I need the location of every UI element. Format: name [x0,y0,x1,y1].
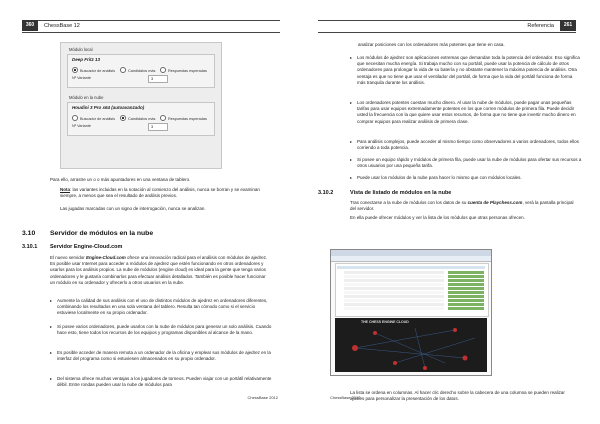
left-running-title: ChessBase 12 [44,23,80,29]
local-radio-replies[interactable]: Respuestas esperadas [160,67,207,73]
subsection-number: 3.10.1 [22,244,38,250]
cloud-radio-candidates[interactable]: Candidatos más [120,115,155,121]
right-footer: ChessBase 2012 [330,395,361,400]
cloud-engine-name: Houdini 3 Pro x64 (autoavanzado) [72,105,145,110]
paragraph-2: En ella puede ofrecer módulos y ver la lista de los módulos que otras personas ofrecen. [350,215,525,220]
bullet-item: ▸ Puede usar los módulos de la nube para hacer lo mismo que con módulos locales. [350,175,582,181]
local-engine-box [67,54,215,88]
cloud-engine-box [67,102,215,136]
bullet-item: ▸ Los ordenadores potentes cuestan mucho dinero. Al usar la nube de módulos, puede pagar unas pequeñas tarifas para usar equipos extremadamente potentes en los que corren módulos de primera fila. Puede decidir usted la frecuencia con la que quiere usar estos recursos, de forma que no tiene que invertir mucho dinero en comprar equipos para realizar análisis de primera clase. [350,100,582,125]
cloud-variants-spinner[interactable]: 3 [148,123,168,131]
bullet-item: ▸ Si posee un equipo rápido y módulos de primera fila, puede usar la nube de módulos para ofertar sus recursos a otros usuarios por una pequeña tarifa. [350,157,582,169]
table-row[interactable] [344,307,444,310]
cloud-banner-panel [335,318,487,372]
table-row[interactable] [344,287,444,290]
bullet-item: ▸ Los módulos de ajedrez son aplicaciones extremas que demandan toda la potencia del ordenador. Eso significa que necesitan mucha energía. Si trabaja mucho con su portátil, puede usar la potencia de cálculo de otros ordenadores para prolongar la vida de su batería y no obstante mantener la máxima potencia de análisis. Otra ventaja es que no tiene que usar el ventilador del portátil, de forma que la vida del portátil funciona de forma más tranquila durante los análisis. [350,55,582,86]
bullet-item: ▸ Aumente la calidad de sus análisis con el uso de distintos módulos de ajedrez en ordenadores diferentes, combinando los resultados en una sola ventana del tablero. Resulta tan cómodo como si el servicio estuviese localmente en su propio ordenador. [50,298,272,317]
bullet-item: ▸ Si posee varios ordenadores, puede usarlos con la nube de módulos para generar un solo análisis. Cuando hace esto, tiene todos los recursos de los equipos y programas disponibles al alcance de la mano. [50,324,272,336]
cloud-section-label: Módulo en la nube [69,95,104,100]
left-header [22,20,280,33]
left-page-number: 360 [22,20,38,31]
list-header [337,266,485,269]
paragraph-3: La lista se ordena en columnas. Al hacer clic derecho sobre la cabecera de una columna se pueden realizar ajustes para personalizar la presentación de los datos. [350,390,565,402]
table-row[interactable] [344,279,444,282]
table-row[interactable] [344,291,444,294]
top-text: analizar posiciones con los ordenadores más potentes que tiene en casa. [358,42,505,47]
table-row[interactable] [344,299,444,302]
subsection-title-2: Vista de listado de módulos en la nube [350,190,452,196]
engine-cloud-screenshot [330,249,492,376]
section-number: 3.10 [22,230,36,237]
local-radio-candidates[interactable]: Candidatos más [120,67,155,73]
table-row[interactable] [344,275,444,278]
bullet-item: ▸ Es posible acceder de manera remota a un ordenador de la oficina y emplear sus módulos de ajedrez en la interfaz del programa como si estuviesen almacenados en su propio ordenador. [50,350,272,362]
cloud-network-graphic [335,318,487,372]
toolbar [331,256,491,262]
right-page-number: 261 [560,20,576,31]
subsection-number-2: 3.10.2 [318,190,334,196]
local-section-label: Módulo local [69,47,93,52]
paragraph-1: Tras conectarse a la nube de módulos con los datos de su cuenta de Playchess.com, verá la pantalla principal del servidor. [350,200,574,212]
bullet-item: ▸ Del sistema ofrece muchas ventajas a los jugadores de torneos. Pueden viajar con un portátil relativamente débil. Entre rondas pueden usar la nube de módulos para [50,376,272,388]
question-note: Las jugadas marcadas con un signo de interrogación, nunca se analizan. [60,206,206,211]
section-title: Servidor de módulos en la nube [50,230,154,237]
right-header [318,20,576,33]
table-row[interactable] [344,271,444,274]
engine-dialog [60,42,222,169]
dialog-caption: Para ello, arrastre un o o más apuntadores en una ventana de tablero. [50,177,191,182]
local-variants-spinner[interactable]: 3 [148,75,168,83]
right-running-title: Referencia [527,23,554,29]
local-radio-search[interactable]: Buscador de análisis [72,67,115,73]
local-variants-label: Nº Variante [72,76,92,80]
subsection-title: Servidor Engine-Cloud.com [50,244,123,250]
engine-list [335,263,489,317]
status-bars [448,271,484,311]
cloud-banner-title: THE CHESS ENGINE CLOUD [361,320,409,324]
cloud-radio-search[interactable]: Buscador de análisis [72,115,115,121]
cloud-radio-replies[interactable]: Respuestas esperadas [160,115,207,121]
local-engine-name: Deep Fritz 13 [72,57,101,62]
left-footer: ChessBase 2012 [247,395,278,400]
intro-paragraph: El nuevo servidor Engine-Cloud.com ofrece una innovación radical para el análisis con módulos de ajedrez. Es posible usar Internet para acceder a módulos de ajedrez que estén funcionando en otros ordenadores y usarlos para los análisis propios. La nube de módulos (engine cloud) es ideal para la gente que tenga varios ordenadores y le gustaría combinarlos para efectuar análisis detallados. También es posible hacer funcionar un módulo en su ordenador y ofrecerlo a otros usuarios en la nube. [50,255,268,285]
table-row[interactable] [344,283,444,286]
table-row[interactable] [344,303,444,306]
table-row[interactable] [344,295,444,298]
cloud-variants-label: Nº Variante [72,124,92,128]
bullet-item: ▸ Para análisis complejos, puede acceder al mismo tiempo como observadores a varios ordenadores, todos ellos corriendo a toda potencia. [350,139,582,151]
note-paragraph: Nota: las variantes incluidas en la notación al comienzo del análisis, nunca se borran y se examinan siempre, a menos que sea el resultado de análisis previos. [60,187,260,199]
